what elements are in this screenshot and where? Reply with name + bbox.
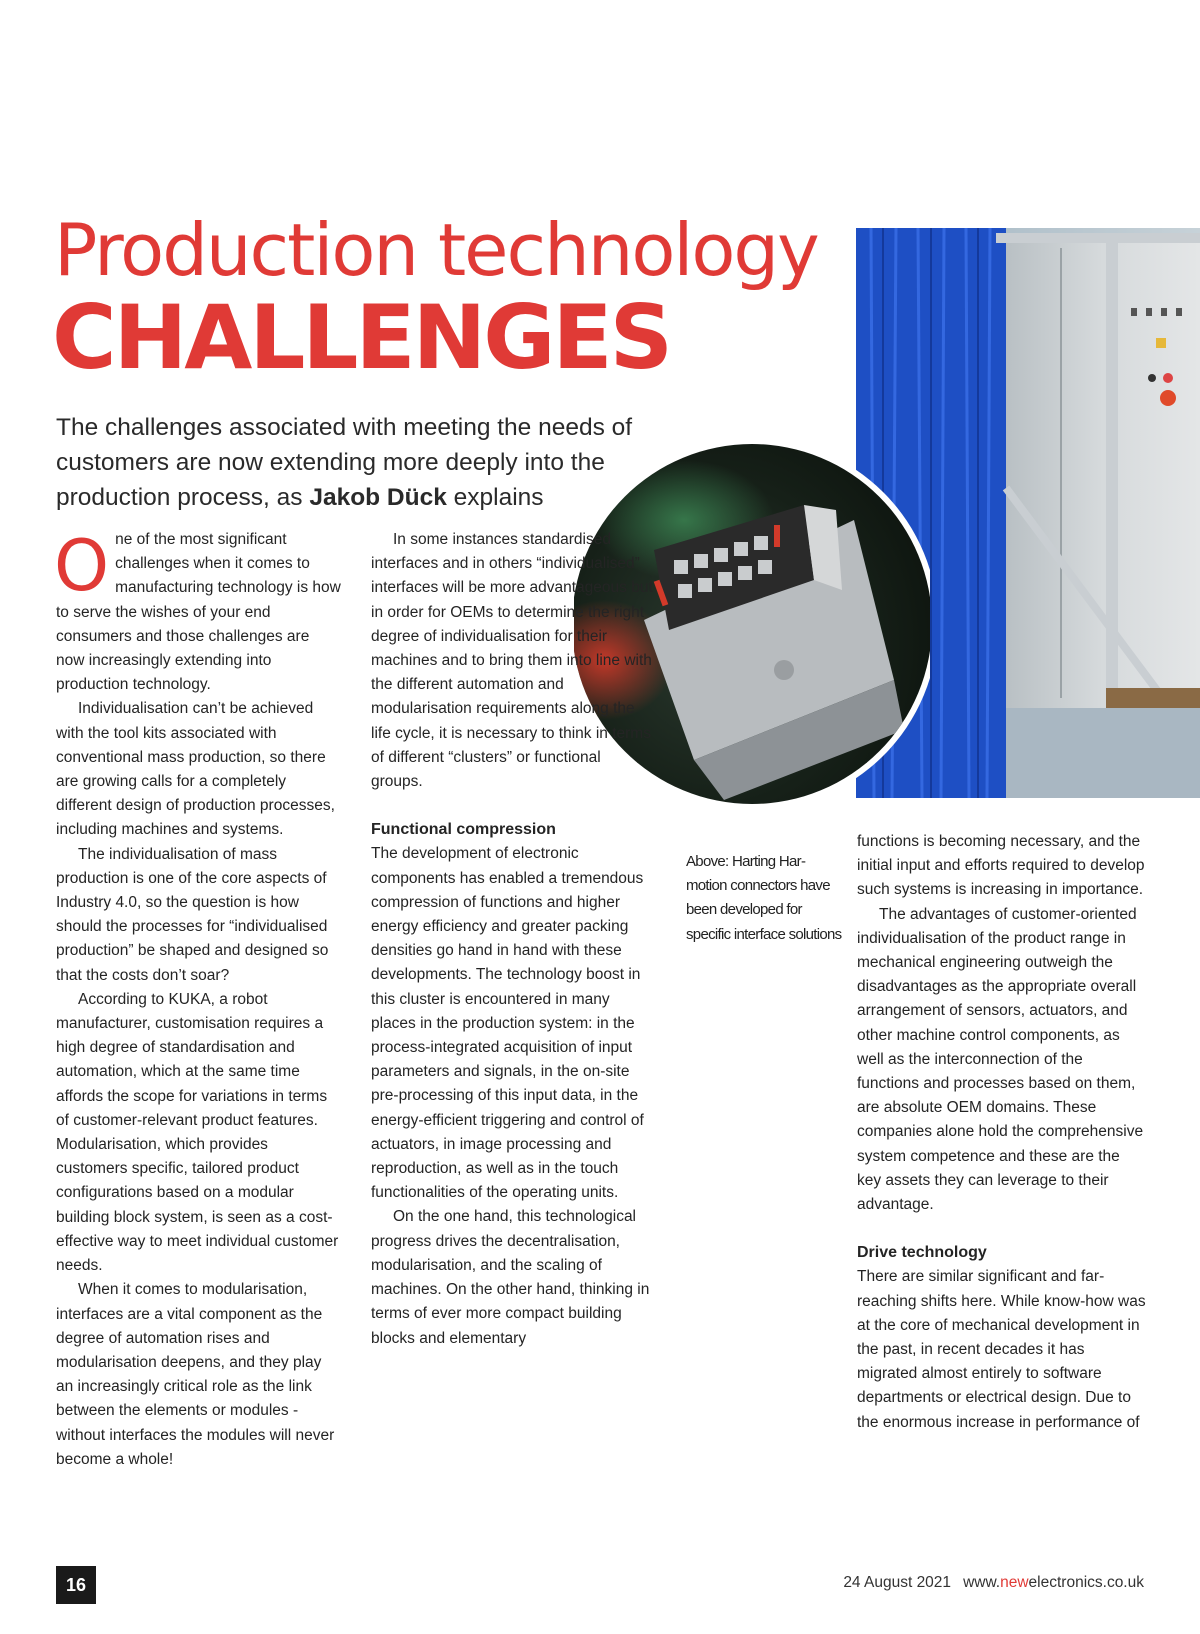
page-number: 16 bbox=[56, 1566, 96, 1604]
col1-paragraph-5: When it comes to modularisation, interfaces are a vital component as the degree of automation rises and modularisation deepens, and they play an increasingly critical role as the link between the elements or modules - without interfaces the modules will never become a whole! bbox=[56, 1281, 335, 1468]
url-suffix: electronics.co.uk bbox=[1028, 1574, 1144, 1591]
headline-line2: CHALLENGES bbox=[52, 286, 670, 389]
headline-line1: Production technology bbox=[54, 208, 818, 292]
url-prefix: www. bbox=[963, 1574, 1001, 1591]
drop-cap: O bbox=[54, 525, 110, 607]
col2-paragraph-1: In some instances standardised interfaces and in others “individualised” interfaces will be more advantageous but in order for OEMs to determine the right degree of individualisation for their machines and to bring them into line with the different automation and modularisation requirements along the life cycle, it is necessary to think in terms of different “clusters” or functional groups. bbox=[371, 531, 653, 791]
col3-paragraph-3: There are similar significant and far-reaching shifts here. While know-how was at the core of mechanical development in the past, in recent decades it has migrated almost entirely to software departments or electrical design. Due to the enormous increase in performance of bbox=[857, 1268, 1146, 1431]
standfirst-text-end: explains bbox=[446, 484, 544, 511]
author-name: Jakob Dück bbox=[309, 484, 447, 511]
col1-paragraph-4: According to KUKA, a robot manufacturer, customisation requires a high degree of standardisation and automation, which at the same time affords the scope for variations in terms of customer-relevant product features. Modularisation, which provides customers specific, tailored product configurations based on a modular building block system, is seen as a cost-effective way to meet individual customer needs. bbox=[56, 990, 339, 1275]
col2-paragraph-2: The development of electronic components has enabled a tremendous compression of functions and higher energy efficiency and greater packing densities go hand in hand with these developments. The technology boost in this cluster is encountered in many places in the production system: in the process-integrated acquisition of input parameters and signals, in the on-site pre-processing of this input data, in the energy-efficient triggering and control of actuators, in image processing and reproduction, as well as in the touch functionalities of the operating units. bbox=[371, 845, 644, 1202]
photo-caption: Above: Harting Har-motion connectors have been developed for specific interface solutions bbox=[686, 853, 842, 943]
footer bbox=[843, 1574, 1144, 1592]
column-2 bbox=[371, 528, 656, 1351]
col3-paragraph-1: functions is becoming necessary, and the initial input and efforts required to develop such systems is increasing in importance. bbox=[857, 833, 1145, 899]
issue-date: 24 August 2021 bbox=[843, 1574, 952, 1591]
col3-subheading: Drive technology bbox=[857, 1244, 987, 1262]
col1-paragraph-1: ne of the most significant challenges when it comes to manufacturing technology is how to serve the wishes of your end consumers and those challenges are now increasingly extending into production technology. bbox=[56, 531, 341, 694]
col2-paragraph-3: On the one hand, this technological progress drives the decentralisation, modularisation, and the scaling of machines. On the other hand, thinking in terms of ever more compact building blocks and elementary bbox=[371, 1208, 650, 1347]
column-1 bbox=[54, 525, 341, 1472]
col2-subheading: Functional compression bbox=[371, 821, 556, 839]
website-link[interactable] bbox=[963, 1574, 1144, 1591]
col1-paragraph-3: The individualisation of mass production is one of the core aspects of Industry 4.0, so the question is how should the processes for “individualised production” be shaped and designed so that the costs don’t soar? bbox=[56, 845, 329, 984]
column-3 bbox=[857, 830, 1147, 1435]
standfirst-text: The challenges associated with meeting the needs of customers are now extending more deeply into the production process, as bbox=[56, 414, 633, 511]
url-highlight: new bbox=[1000, 1574, 1029, 1591]
col3-paragraph-2: The advantages of customer-oriented individualisation of the product range in mechanical engineering outweigh the disadvantages as the appropriate overall arrangement of sensors, actuators, and other machine control components, as well as the interconnection of the functions and processes based on them, are absolute OEM domains. These companies alone hold the comprehensive system competence and these are the key assets they can leverage to their advantage. bbox=[857, 905, 1144, 1214]
col1-paragraph-2: Individualisation can’t be achieved with the tool kits associated with conventional mass production, so there are growing calls for a completely different design of production processes, including machines and systems. bbox=[56, 700, 335, 839]
